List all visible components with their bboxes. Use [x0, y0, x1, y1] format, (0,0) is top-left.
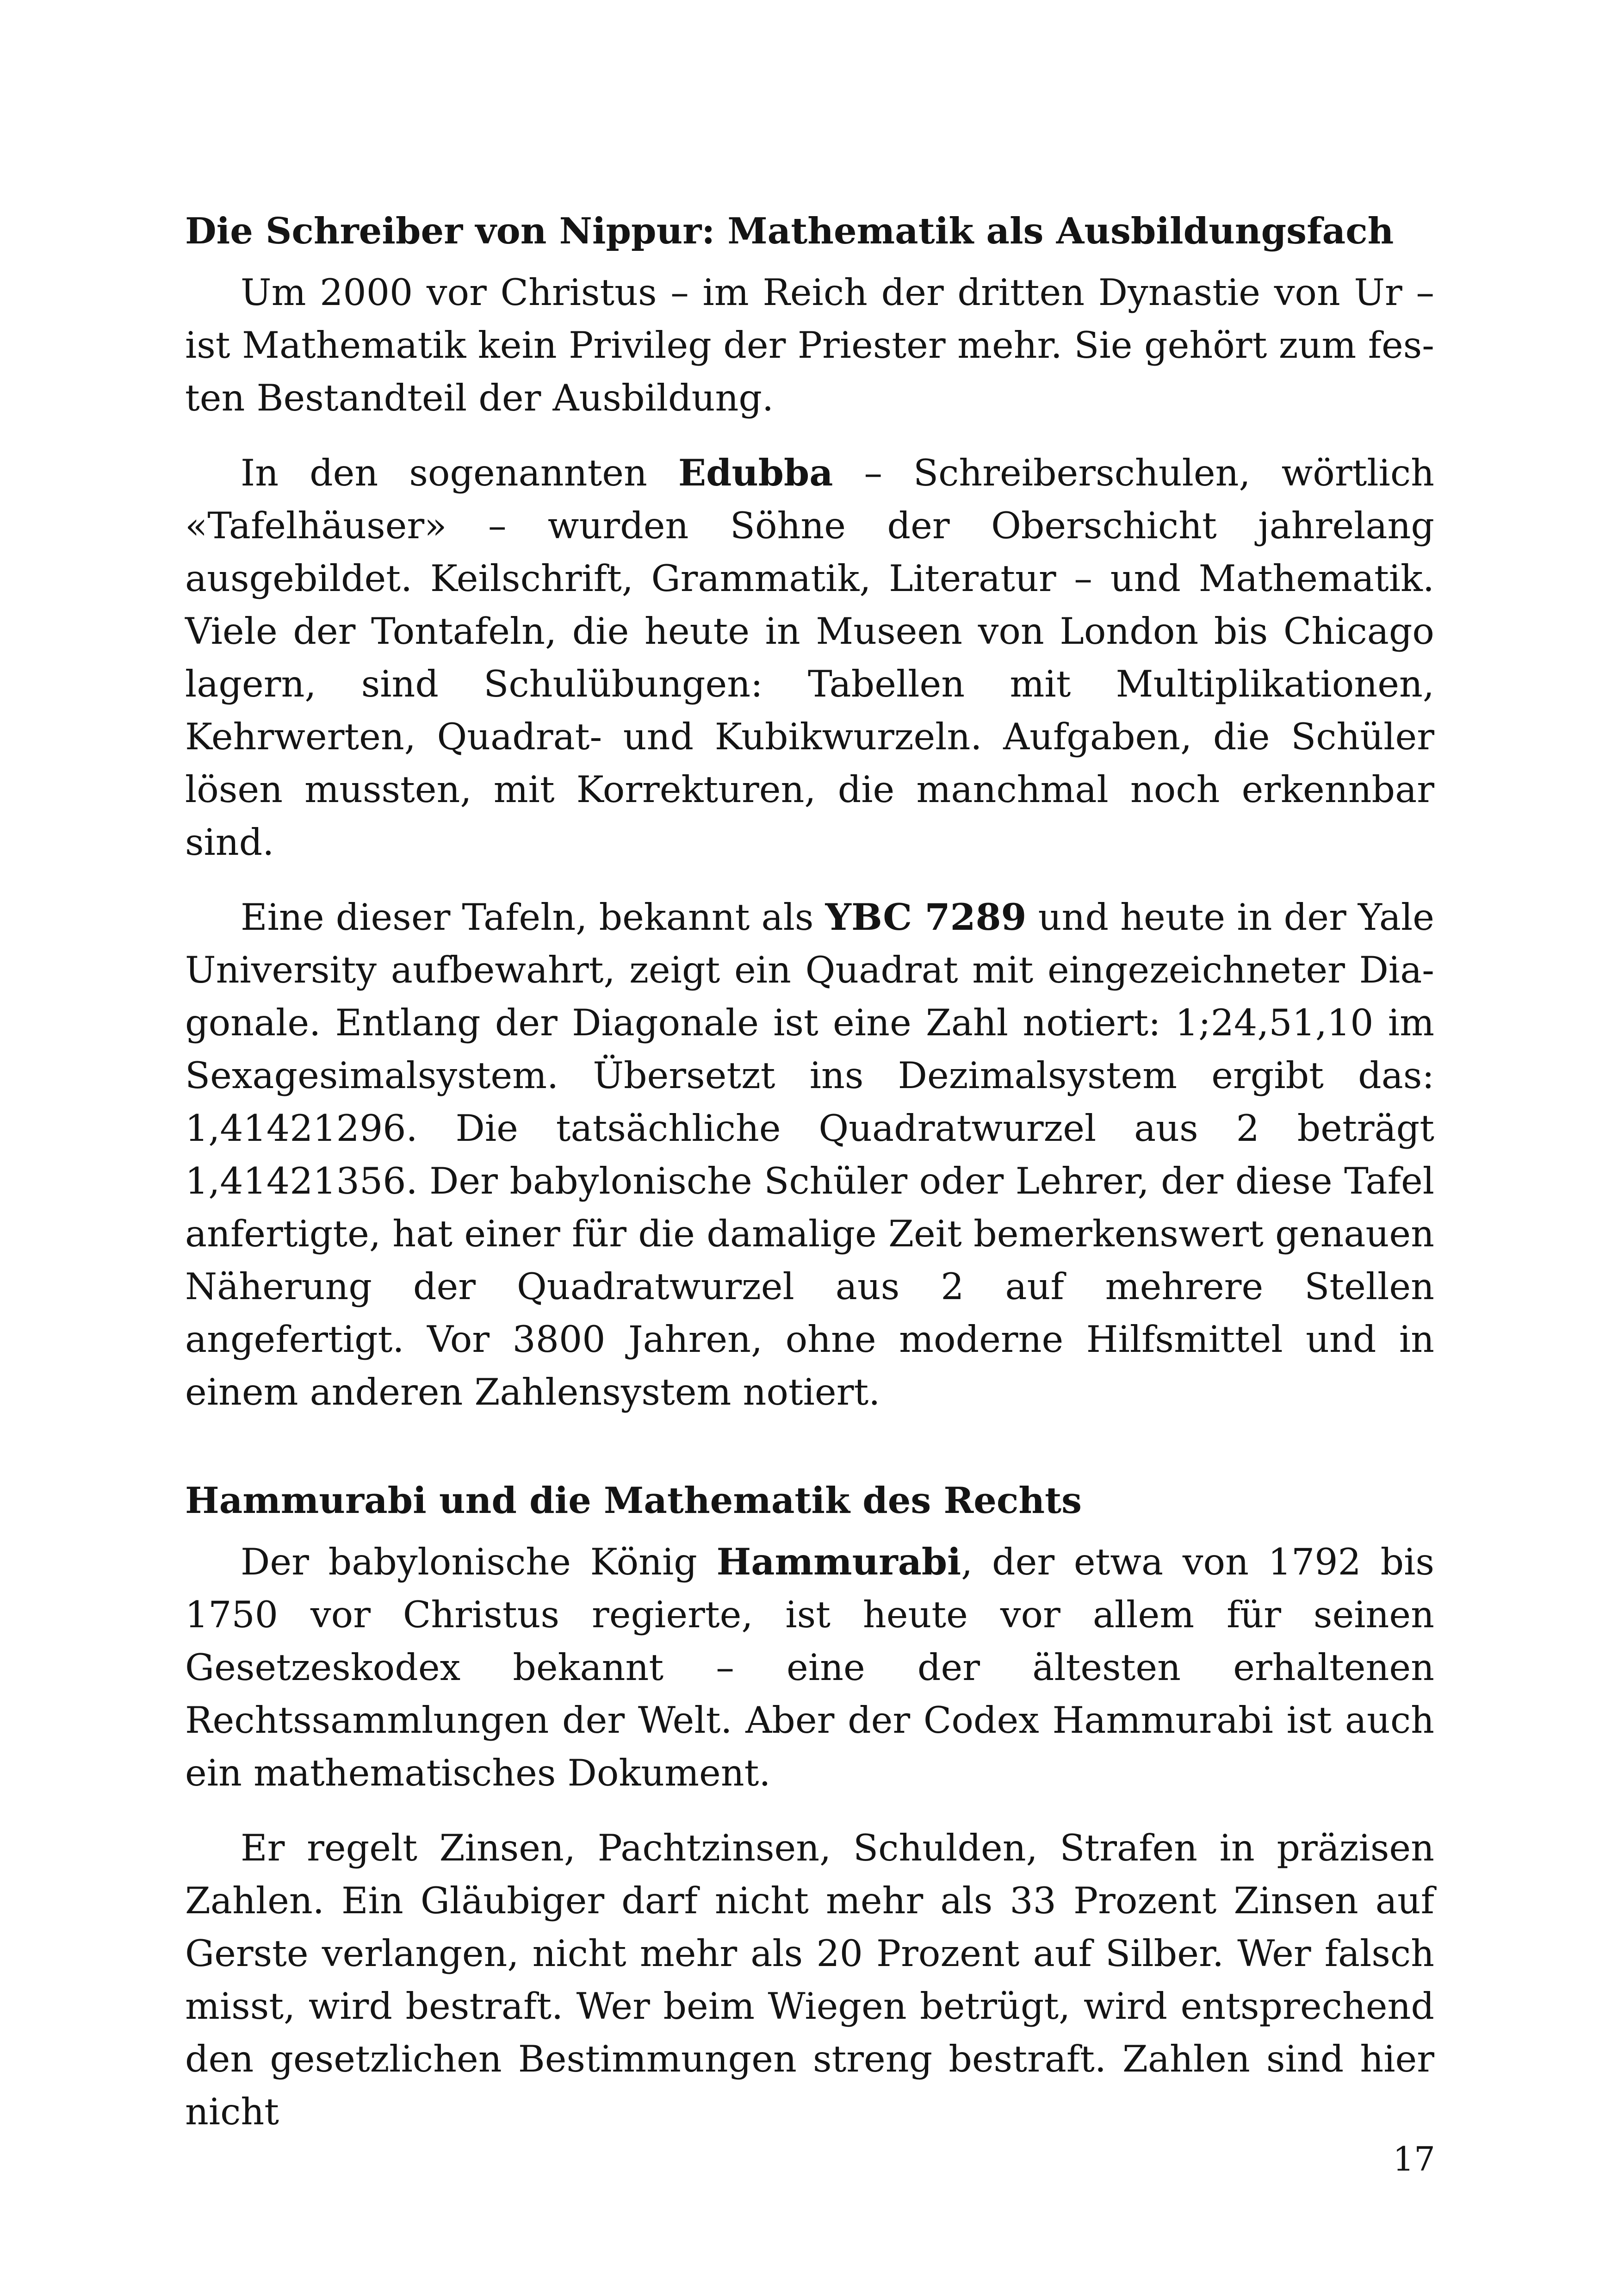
paragraph	[185, 1536, 1434, 1799]
paragraph	[185, 266, 1434, 424]
paragraph	[185, 1822, 1434, 2138]
bold-term: Hammurabi	[716, 1540, 961, 1583]
section-heading: Hammurabi und die Mathematik des Rechts	[185, 1480, 1082, 1522]
paragraph-text: Eine dieser Tafeln, bekannt als	[241, 896, 825, 939]
section-gap	[185, 1441, 1434, 1473]
paragraph-text: , der etwa von 1792 bis 1750 vor Christus regierte, ist heute vor allem für seinen Gesetzeskodex bekannt – eine der ältesten erhaltenen Rechtssammlungen der Welt. Aber der Codex Hammurabi ist auch ein mathematisches Dokument.	[185, 1541, 1434, 1794]
bold-term: Edubba	[678, 451, 833, 494]
paragraph-text: Er regelt Zinsen, Pachtzinsen, Schulden, Strafen in präzisen Zahlen. Ein Gläubiger darf nicht mehr als 33 Prozent Zinsen auf Gerste verlangen, nicht mehr als 20 Prozent auf Silber. Wer falsch misst, wird bestraft. Wer beim Wiegen betrügt, wird entsprechend den gesetzlichen Bestimmungen streng bestraft. Zahlen sind hier nicht	[185, 1827, 1434, 2133]
page-number: 17	[1393, 2140, 1435, 2178]
paragraph-text: Um 2000 vor Christus – im Reich der dritten Dynastie von Ur – ist Mathematik kein Privileg der Priester mehr. Sie gehört zum festen Bestandteil der Ausbildung.	[185, 271, 1434, 419]
paragraph-text: In den sogenannten	[241, 452, 678, 494]
paragraph	[185, 447, 1434, 869]
paragraph-text: Der babylonische König	[241, 1541, 717, 1583]
paragraph-text: – Schreiberschulen, wörtlich «Tafelhäuser» – wurden Söhne der Oberschicht jahrelang ausgebildet. Keilschrift, Grammatik, Literatur – und Mathematik. Viele der Tontafeln, die heute in Museen von London bis Chicago lagern, sind Schulübungen: Tabellen mit Multiplikationen, Kehrwerten, Quadrat- und Kubikwurzeln. Aufgaben, die Schüler lösen mussten, mit Korrekturen, die manchmal noch erkennbar sind.	[185, 452, 1434, 864]
bold-term: YBC 7289	[825, 896, 1027, 939]
paragraph	[185, 891, 1434, 1419]
page-content	[185, 204, 1434, 2160]
paragraph-text: und heute in der Yale University aufbewahrt, zeigt ein Quadrat mit eingezeichneter Diagonale. Entlang der Diagonale ist eine Zahl notiert: 1;24,51,10 im Sexagesimalsystem. Übersetzt ins Dezimalsystem ergibt das: 1,41421296. Die tatsächliche Quadratwurzel aus 2 beträgt 1,41421356. Der babylonische Schüler oder Lehrer, der diese Tafel anfertigte, hat einer für die damalige Zeit bemerkenswert genauen Näherung der Quadratwurzel aus 2 auf mehrere Stellen angefertigt. Vor 3800 Jahren, ohne moderne Hilfsmittel und in einem anderen Zahlensystem notiert.	[185, 896, 1434, 1413]
section-heading: Die Schreiber von Nippur: Mathematik als Ausbildungsfach	[185, 210, 1394, 252]
